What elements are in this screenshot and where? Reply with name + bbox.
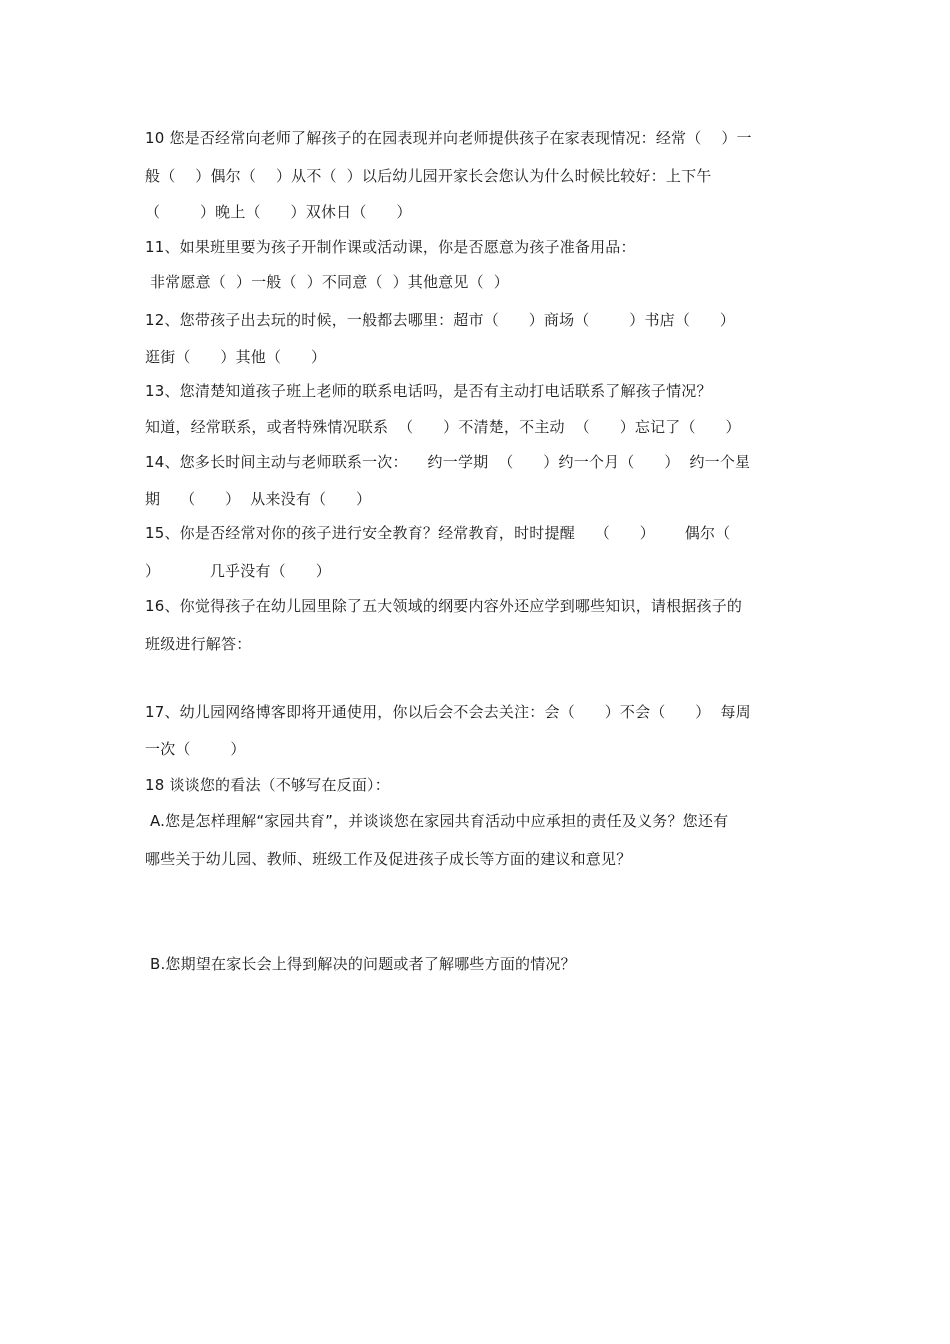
question-12-line-2: 逛街（ ）其他（ ） — [145, 348, 327, 366]
question-12-line-1: 12、您带孩子出去玩的时候，一般都去哪里：超市（ ）商场（ ）书店（ ） — [145, 311, 736, 329]
question-17-line-2: 一次（ ） — [145, 740, 246, 758]
question-10-line-3: （ ）晚上（ ）双休日（ ） — [145, 203, 412, 221]
question-18-part-a-line-1: A.您是怎样理解“家园共育”，并谈谈您在家园共育活动中应承担的责任及义务？您还有 — [145, 812, 729, 830]
question-18-part-a-line-2: 哪些关于幼儿园、教师、班级工作及促进孩子成长等方面的建议和意见？ — [145, 850, 632, 868]
question-17-line-1: 17、幼儿园网络博客即将开通使用，你以后会不会去关注：会（ ）不会（ ） 每周 — [145, 703, 751, 721]
question-18-heading: 18 谈谈您的看法（不够写在反面）： — [145, 776, 390, 794]
question-15-line-1: 15、你是否经常对你的孩子进行安全教育？经常教育，时时提醒 （ ） 偶尔（ — [145, 524, 731, 542]
question-15-line-2: ） 几乎没有（ ） — [145, 562, 331, 580]
question-10-line-2: 般（ ）偶尔（ ）从不（ ）以后幼儿园开家长会您认为什么时候比较好：上下午 — [145, 167, 712, 185]
question-14-line-1: 14、您多长时间主动与老师联系一次： 约一学期 （ ）约一个月（ ） 约一个星 — [145, 453, 751, 471]
question-16-line-1: 16、你觉得孩子在幼儿园里除了五大领域的纲要内容外还应学到哪些知识，请根据孩子的 — [145, 597, 743, 615]
question-16-line-2: 班级进行解答： — [145, 635, 252, 653]
question-18-part-b: B.您期望在家长会上得到解决的问题或者了解哪些方面的情况？ — [145, 955, 576, 973]
question-13-options: 知道，经常联系，或者特殊情况联系 （ ）不清楚，不主动 （ ）忘记了（ ） — [145, 418, 741, 436]
question-13-text: 13、您清楚知道孩子班上老师的联系电话吗，是否有主动打电话联系了解孩子情况？ — [145, 382, 712, 400]
question-10-line-1: 10 您是否经常向老师了解孩子的在园表现并向老师提供孩子在家表现情况：经常（ ）一 — [145, 129, 752, 147]
question-11-options: 非常愿意（ ）一般（ ）不同意（ ）其他意见（ ） — [145, 273, 509, 291]
question-14-line-2: 期 （ ） 从来没有（ ） — [145, 490, 372, 508]
question-11-text: 11、如果班里要为孩子开制作课或活动课，你是否愿意为孩子准备用品： — [145, 238, 636, 256]
